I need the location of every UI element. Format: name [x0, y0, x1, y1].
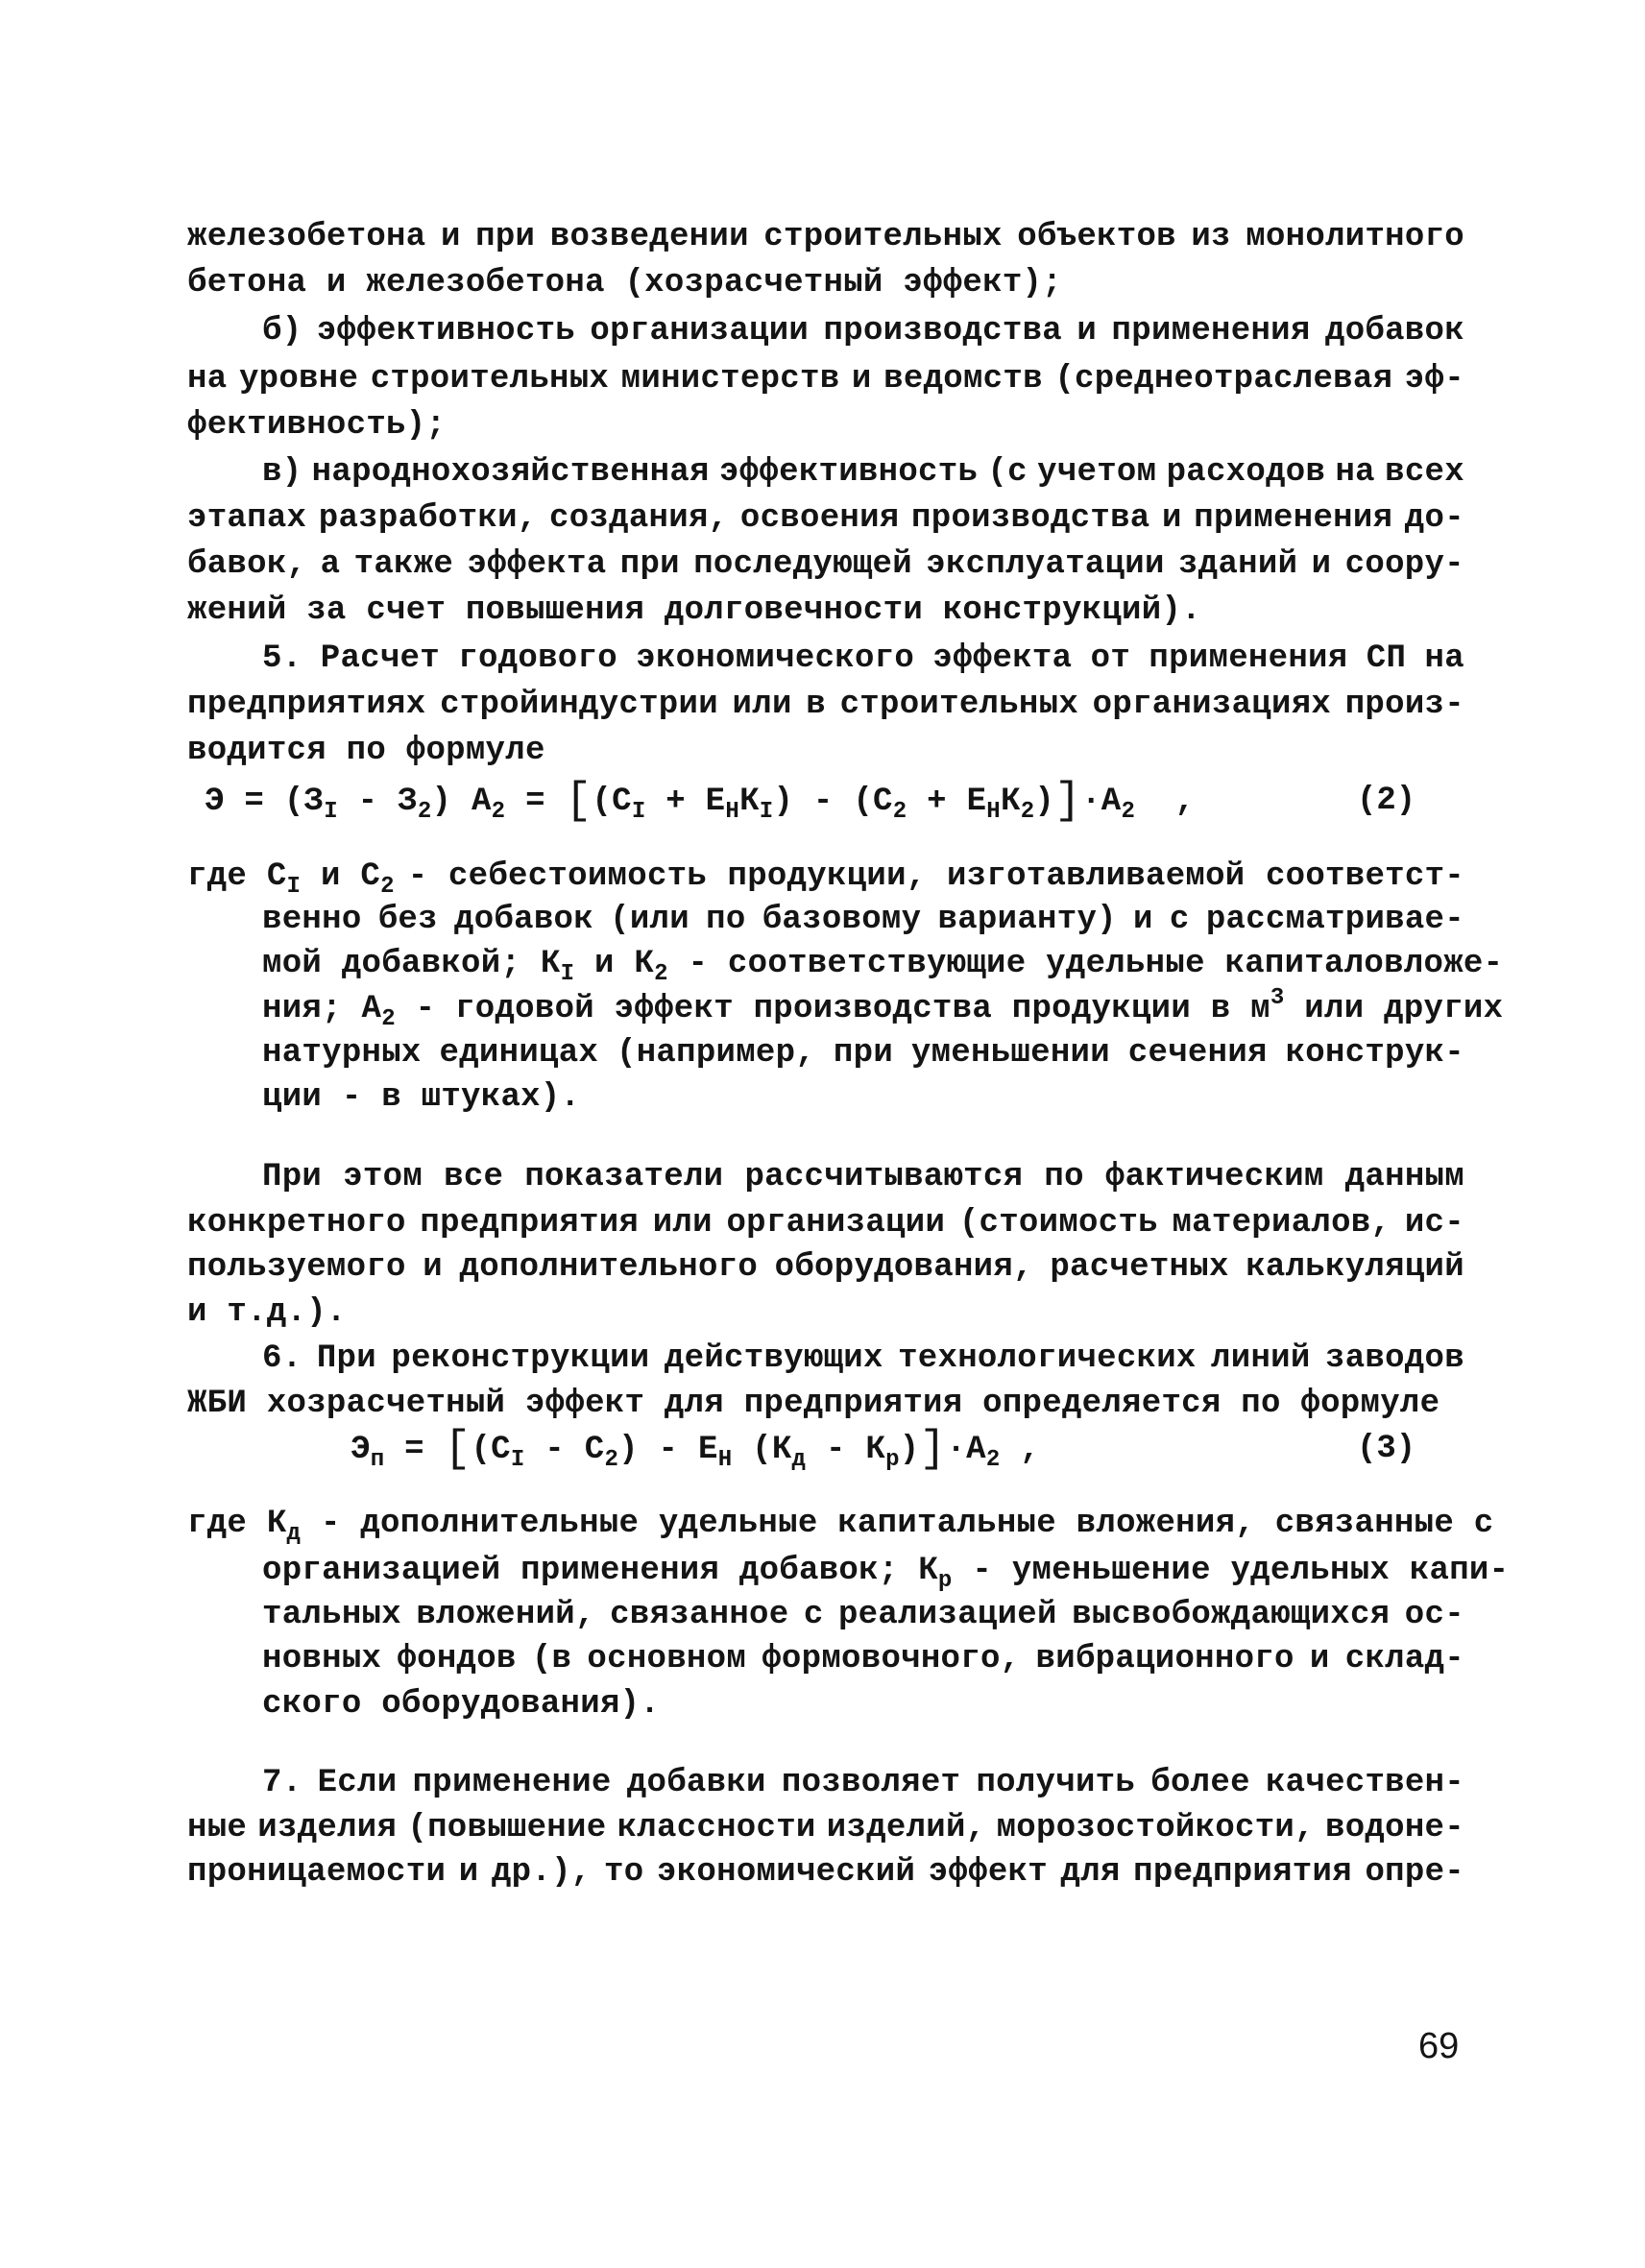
- word: по: [1044, 1159, 1084, 1195]
- word: министерств: [620, 361, 840, 398]
- word: (в: [531, 1641, 572, 1677]
- word: 7.: [262, 1765, 302, 1801]
- word: на: [187, 361, 228, 398]
- word: годового: [458, 640, 617, 677]
- word: действующих: [664, 1340, 883, 1377]
- word: водоне-: [1325, 1810, 1464, 1846]
- text-line: [262, 899, 1464, 941]
- word: базовому: [762, 902, 922, 938]
- word: (повышение: [407, 1810, 607, 1846]
- word: экономический: [657, 1854, 916, 1891]
- word: по: [706, 902, 746, 938]
- word: эффект: [928, 1854, 1048, 1891]
- word: (с: [987, 454, 1028, 491]
- word: предприятиях: [187, 687, 426, 723]
- word: эффекта: [467, 546, 607, 583]
- word: опре-: [1365, 1854, 1464, 1891]
- word: Если: [317, 1765, 398, 1801]
- word: конкретного: [187, 1205, 406, 1242]
- word: формовочного,: [762, 1641, 1021, 1677]
- word: изделия: [257, 1810, 398, 1846]
- text-line: ции - в штуках).: [262, 1079, 581, 1116]
- word: на: [1335, 454, 1375, 491]
- word: При: [262, 1159, 323, 1195]
- word: вложений,: [416, 1597, 595, 1633]
- text-line: бетона и железобетона (хозрасчетный эффект);: [187, 265, 1062, 302]
- word: экономического: [636, 640, 915, 677]
- text-line: [187, 497, 1464, 540]
- word: получить: [976, 1765, 1136, 1801]
- word: др.),: [491, 1854, 592, 1891]
- word: зданий: [1178, 546, 1298, 583]
- word: возведении: [549, 219, 749, 255]
- text-line: и т.д.).: [187, 1294, 347, 1331]
- word: связанное: [610, 1597, 789, 1633]
- word: позволяет: [781, 1765, 961, 1801]
- word: стройиндустрии: [440, 687, 718, 723]
- word: реализацией: [837, 1597, 1057, 1633]
- word: основном: [587, 1641, 747, 1677]
- text-line: [262, 1638, 1464, 1680]
- word: морозостойкости,: [996, 1810, 1315, 1846]
- word: в): [262, 454, 302, 491]
- word: продукции,: [727, 858, 927, 895]
- word: ис-: [1404, 1205, 1464, 1242]
- word: вибрационного: [1035, 1641, 1294, 1677]
- word: СП: [1366, 640, 1407, 677]
- text-line: фективность);: [187, 407, 447, 444]
- word: изделий,: [826, 1810, 986, 1846]
- word: себестоимость: [448, 858, 708, 895]
- word: варианту): [937, 902, 1117, 938]
- text-line: [187, 684, 1464, 726]
- word: производства: [823, 313, 1062, 350]
- word: расчетных: [1050, 1249, 1229, 1286]
- word: фондов: [397, 1641, 517, 1677]
- word: до-: [1404, 500, 1464, 537]
- word: в: [806, 687, 826, 723]
- word: этапах: [187, 500, 307, 537]
- word: применения: [1111, 313, 1311, 350]
- text-line: [262, 1338, 1464, 1380]
- word: конструк-: [1285, 1035, 1464, 1072]
- word: высвобождающихся: [1072, 1597, 1391, 1633]
- word: с: [1169, 902, 1190, 938]
- word: создания,: [549, 500, 729, 537]
- page-number: 69: [1418, 2026, 1460, 2066]
- word: применения: [1149, 640, 1348, 677]
- word: и: [458, 1854, 479, 1891]
- word: фактическим: [1104, 1159, 1324, 1195]
- word: данным: [1344, 1159, 1464, 1195]
- text-line: [187, 543, 1464, 586]
- word: от: [1090, 640, 1131, 677]
- word: натурных: [262, 1035, 422, 1072]
- text-line: [262, 1156, 1464, 1198]
- word: расходов: [1166, 454, 1326, 491]
- word: организациях: [1092, 687, 1332, 723]
- word: проницаемости: [187, 1854, 447, 1891]
- word: классности: [617, 1810, 816, 1846]
- word: -: [407, 858, 428, 895]
- word: качествен-: [1265, 1765, 1464, 1801]
- word: эксплуатации: [926, 546, 1165, 583]
- word: произ-: [1344, 687, 1464, 723]
- word: и: [423, 1249, 443, 1286]
- text-line: [187, 358, 1464, 400]
- word: и: [851, 361, 872, 398]
- text-line: [187, 1807, 1464, 1849]
- word: и: [1309, 1641, 1330, 1677]
- word: с: [803, 1597, 824, 1633]
- word: всех: [1385, 454, 1464, 491]
- word: ные: [187, 1810, 248, 1846]
- word: то: [604, 1854, 644, 1891]
- word: железобетона: [187, 219, 426, 255]
- word: на: [1424, 640, 1464, 677]
- word: добавок: [454, 902, 593, 938]
- word: линий: [1211, 1340, 1311, 1377]
- word: калькуляций: [1246, 1249, 1464, 1286]
- text-line: [262, 638, 1464, 680]
- word: Расчет: [320, 640, 440, 677]
- word: изготавливаемой: [946, 858, 1246, 895]
- word: добавки: [626, 1765, 766, 1801]
- word: (например,: [617, 1035, 816, 1072]
- word: применение: [412, 1765, 612, 1801]
- word: соответст-: [1265, 858, 1464, 895]
- text-line: [262, 310, 1464, 352]
- word: предприятия: [1133, 1854, 1352, 1891]
- word: бавок,: [187, 546, 307, 583]
- text-line: ского оборудования).: [262, 1686, 661, 1723]
- word: и: [1133, 902, 1153, 938]
- word: рассчитываются: [744, 1159, 1024, 1195]
- word: уменьшении: [910, 1035, 1110, 1072]
- text-line: организацией применения добавок; $К_р$ - уменьшение удельных капи-: [262, 1553, 1510, 1594]
- word: эффекта: [932, 640, 1073, 677]
- word: а: [320, 546, 341, 583]
- word: для: [1060, 1854, 1121, 1891]
- equation-number-2: (2): [1357, 783, 1416, 819]
- word: строительных: [370, 361, 610, 398]
- word: этом: [343, 1159, 423, 1195]
- word: строительных: [763, 219, 1003, 255]
- word: ведомств: [883, 361, 1043, 398]
- word: и: [1311, 546, 1332, 583]
- word: производства: [911, 500, 1150, 537]
- word: или: [732, 687, 792, 723]
- word: при: [619, 546, 680, 583]
- word: заводов: [1324, 1340, 1464, 1377]
- word: организации: [726, 1205, 946, 1242]
- word: или: [652, 1205, 713, 1242]
- word: при: [475, 219, 536, 255]
- word: добавок: [1324, 313, 1464, 350]
- word: эф-: [1404, 361, 1464, 398]
- word: соору-: [1344, 546, 1464, 583]
- formula-2: $Э = (З_I - З_2) А_2 = [(С_I + Е_НК_I) - (С_2 + Е_НК_2)]\cdot А_2$ ,: [205, 776, 1196, 826]
- word: учетом: [1037, 454, 1157, 491]
- word: склад-: [1344, 1641, 1464, 1677]
- word: применения: [1194, 500, 1393, 537]
- word: (стоимость: [958, 1205, 1158, 1242]
- text-line: где $С_I$ и $С_2$ - себестоимость продукции, изготавливаемой соответст-: [187, 856, 1464, 898]
- word: новных: [262, 1641, 382, 1677]
- word: из: [1191, 219, 1231, 255]
- word: и: [1077, 313, 1098, 350]
- text-line: [187, 1246, 1464, 1289]
- word: (или: [610, 902, 689, 938]
- word: эффективность: [719, 454, 979, 491]
- word: объектов: [1017, 219, 1176, 255]
- word: также: [353, 546, 454, 583]
- text-line: жений за счет повышения долговечности конструкций).: [187, 592, 1201, 629]
- word: б): [262, 313, 302, 350]
- text-line: ния; $А_2$ - годовой эффект производства продукции в $м^3$ или других: [262, 985, 1504, 1032]
- word: оборудования,: [774, 1249, 1033, 1286]
- word: показатели: [524, 1159, 724, 1195]
- word: все: [444, 1159, 504, 1195]
- equation-number-3: (3): [1357, 1431, 1416, 1467]
- word: без: [377, 902, 438, 938]
- word: рассматривае-: [1205, 902, 1464, 938]
- formula-3: $Э_п = [(С_I - С_2) - Е_Н$ $(К_д - К_р)]\cdot А_2$ ,: [351, 1424, 1040, 1474]
- text-line: [187, 216, 1464, 258]
- word: последующей: [693, 546, 912, 583]
- text-line: ЖБИ хозрасчетный эффект для предприятия определяется по формуле: [187, 1386, 1440, 1422]
- word: ос-: [1404, 1597, 1464, 1633]
- word: технологических: [898, 1340, 1197, 1377]
- word: освоения: [739, 500, 900, 537]
- text-line: [187, 1851, 1464, 1894]
- word: и: [440, 219, 461, 255]
- word: более: [1150, 1765, 1250, 1801]
- word: народнохозяйственная: [311, 454, 710, 491]
- text-line: [262, 1032, 1464, 1074]
- word: венно: [262, 902, 362, 938]
- word: материалов,: [1172, 1205, 1391, 1242]
- word: При: [316, 1340, 376, 1377]
- word: эффективность: [316, 313, 575, 350]
- word: монолитного: [1246, 219, 1464, 255]
- word: пользуемого: [187, 1249, 406, 1286]
- word: при: [833, 1035, 894, 1072]
- text-line: [187, 1202, 1464, 1244]
- word: единицах: [439, 1035, 599, 1072]
- word: дополнительного: [459, 1249, 759, 1286]
- word: 6.: [262, 1340, 302, 1377]
- text-line: водится по формуле: [187, 733, 545, 769]
- word: строительных: [839, 687, 1079, 723]
- text-line: где $К_д$ - дополнительные удельные капитальные вложения, связанные с: [187, 1506, 1494, 1547]
- word: разработки,: [318, 500, 538, 537]
- text-line: [262, 451, 1464, 494]
- text-line: [262, 1762, 1464, 1804]
- word: сечения: [1127, 1035, 1268, 1072]
- word: предприятия: [420, 1205, 640, 1242]
- word: уровне: [238, 361, 359, 398]
- word: 5.: [262, 640, 302, 677]
- text-line: [262, 1594, 1464, 1636]
- word: и: [1162, 500, 1182, 537]
- word: тальных: [262, 1597, 401, 1633]
- word: (среднеотраслевая: [1054, 361, 1393, 398]
- word: организации: [590, 313, 810, 350]
- text-line: мой добавкой; $К_I$ и $К_2$ - соответствующие удельные капиталовложе-: [262, 946, 1504, 987]
- word: реконструкции: [391, 1340, 650, 1377]
